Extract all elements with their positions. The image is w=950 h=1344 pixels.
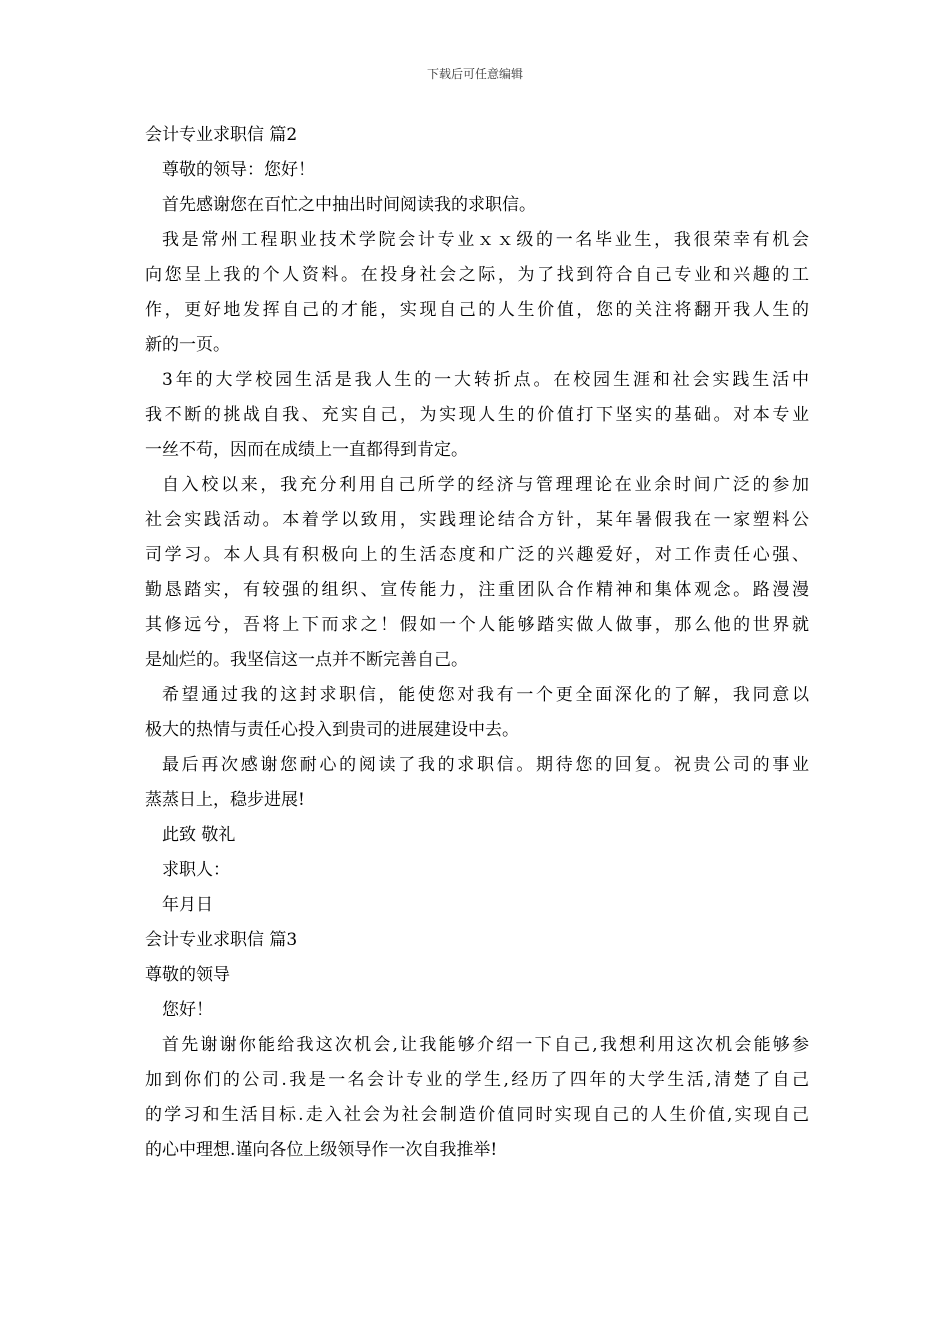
text-line: 尊敬的领导：您好！ bbox=[162, 160, 315, 180]
text-line: 求职人： bbox=[162, 860, 230, 880]
text-line: 是灿烂的。我坚信这一点并不断完善自己。 bbox=[145, 650, 468, 670]
text-line: 勤恳踏实，有较强的组织、宣传能力，注重团队合作精神和集体观念。路漫漫 bbox=[145, 580, 809, 600]
header-note: 下载后可任意编辑 bbox=[426, 67, 523, 81]
text-line: 加到你们的公司.我是一名会计专业的学生,经历了四年的大学生活,清楚了自己 bbox=[145, 1070, 809, 1090]
text-line: 一丝不苟，因而在成绩上一直都得到肯定。 bbox=[145, 440, 468, 460]
text-line: 首先感谢您在百忙之中抽出时间阅读我的求职信。 bbox=[162, 195, 536, 215]
text-line: 年月日 bbox=[162, 895, 213, 915]
text-line: 新的一页。 bbox=[145, 335, 230, 355]
text-line: 会计专业求职信 篇3 bbox=[145, 930, 298, 950]
text-line: 自入校以来，我充分利用自己所学的经济与管理理论在业余时间广泛的参加 bbox=[162, 475, 809, 495]
text-line: 蒸蒸日上，稳步进展! bbox=[145, 790, 305, 810]
text-line: 的学习和生活目标.走入社会为社会制造价值同时实现自己的人生价值,实现自己 bbox=[145, 1105, 809, 1125]
text-line: 社会实践活动。本着学以致用，实践理论结合方针，某年暑假我在一家塑料公 bbox=[145, 510, 809, 530]
text-line: 希望通过我的这封求职信，能使您对我有一个更全面深化的了解，我同意以 bbox=[162, 685, 809, 705]
text-line: 作，更好地发挥自己的才能，实现自己的人生价值，您的关注将翻开我人生的 bbox=[145, 300, 809, 320]
text-line: 司学习。本人具有积极向上的生活态度和广泛的兴趣爱好，对工作责任心强、 bbox=[145, 545, 809, 565]
text-line: 极大的热情与责任心投入到贵司的进展建设中去。 bbox=[145, 720, 519, 740]
text-line: 我不断的挑战自我、充实自己，为实现人生的价值打下坚实的基础。对本专业 bbox=[145, 405, 809, 425]
letter-body bbox=[145, 118, 809, 1168]
text-line: 尊敬的领导 bbox=[145, 965, 230, 985]
text-line: 向您呈上我的个人资料。在投身社会之际，为了找到符合自己专业和兴趣的工 bbox=[145, 265, 809, 285]
text-line: 会计专业求职信 篇2 bbox=[145, 125, 298, 145]
text-line: 其修远兮，吾将上下而求之！假如一个人能够踏实做人做事，那么他的世界就 bbox=[145, 615, 809, 635]
text-line: 此致 敬礼 bbox=[162, 825, 236, 845]
text-line: 首先谢谢你能给我这次机会,让我能够介绍一下自己,我想利用这次机会能够参 bbox=[162, 1035, 809, 1055]
text-line: 最后再次感谢您耐心的阅读了我的求职信。期待您的回复。祝贵公司的事业 bbox=[162, 755, 809, 775]
text-line: 我是常州工程职业技术学院会计专业ｘｘ级的一名毕业生，我很荣幸有机会 bbox=[162, 230, 809, 250]
text-line: 您好！ bbox=[162, 1000, 213, 1020]
text-line: 的心中理想.谨向各位上级领导作一次自我推举! bbox=[145, 1140, 498, 1160]
text-line: 3年的大学校园生活是我人生的一大转折点。在校园生涯和社会实践生活中 bbox=[162, 370, 809, 390]
